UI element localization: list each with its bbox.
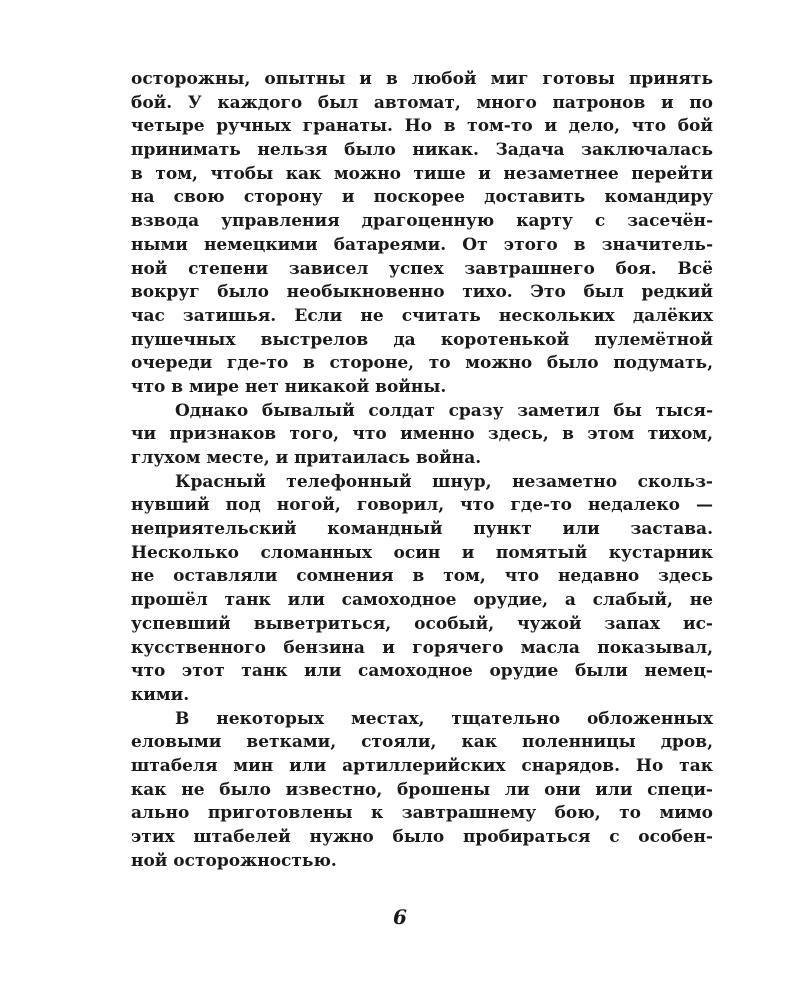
- text-line: В некоторых местах, тщательно обложенных: [175, 708, 713, 729]
- text-line: Красный телефонный шнур, незаметно скольз-: [175, 471, 713, 492]
- text-line: не оставляли сомнения в том, что недавно здесь: [131, 566, 713, 587]
- text-line: что в мире нет никакой войны.: [131, 376, 447, 397]
- text-line: принимать нельзя было никак. Задача заключалась: [131, 140, 713, 161]
- text-line: кими.: [131, 684, 190, 705]
- text-line: ной осторожностью.: [131, 850, 337, 871]
- text-line: ально приготовлены к завтрашнему бою, то мимо: [131, 803, 713, 824]
- text-line: кусственного бензина и горячего масла показывал,: [131, 637, 713, 658]
- text-line: Несколько сломанных осин и помятый кустарник: [131, 542, 713, 563]
- page-number: 6: [393, 905, 407, 929]
- text-line: успевший выветриться, особый, чужой запах ис-: [131, 613, 713, 634]
- paragraph-3: [131, 471, 713, 708]
- text-line: в том, чтобы как можно тише и незаметнее перейти: [131, 163, 713, 184]
- paragraph-2: [131, 400, 713, 471]
- text-line: на свою сторону и поскорее доставить командиру: [131, 187, 713, 208]
- text-line: четыре ручных гранаты. Но в том-то и дело, что бой: [131, 116, 713, 137]
- text-line: глухом месте, и притаилась война.: [131, 448, 482, 468]
- text-line: вокруг было необыкновенно тихо. Это был редкий: [131, 282, 713, 303]
- text-line: как не было известно, брошены ли они или специ-: [131, 779, 713, 800]
- text-line: бой. У каждого был автомат, много патронов и по: [131, 92, 713, 113]
- text-line: этих штабелей нужно было пробираться с особен-: [131, 827, 713, 847]
- text-line: чи признаков того, что именно здесь, в этом тихом,: [131, 424, 713, 445]
- paragraph-4: [131, 708, 713, 874]
- page-body: [131, 68, 713, 873]
- text-line: очереди где-то в стороне, то можно было подумать,: [131, 353, 713, 374]
- text-line: взвода управления драгоценную карту с засечён-: [131, 211, 713, 232]
- text-line: ными немецкими батареями. От этого в значитель-: [131, 234, 713, 255]
- text-line: Однако бывалый солдат сразу заметил бы тыся-: [175, 400, 713, 421]
- text-line: еловыми ветками, стояли, как поленницы дров,: [131, 732, 713, 753]
- text-line: прошёл танк или самоходное орудие, а слабый, не: [131, 590, 713, 611]
- text-line: осторожны, опытны и в любой миг готовы принять: [131, 69, 713, 89]
- text-line: ной степени зависел успех завтрашнего боя. Всё: [131, 258, 713, 279]
- text-line: неприятельский командный пункт или застава.: [131, 519, 713, 540]
- text-line: нувший под ногой, говорил, что где-то недалеко —: [131, 495, 713, 516]
- text-line: что этот танк или самоходное орудие были немец-: [131, 661, 713, 682]
- paragraph-1: [131, 68, 713, 400]
- text-line: штабеля мин или артиллерийских снарядов. Но так: [131, 755, 713, 776]
- text-line: пушечных выстрелов да коротенькой пулемётной: [131, 329, 713, 350]
- text-line: час затишья. Если не считать нескольких далёких: [131, 305, 713, 326]
